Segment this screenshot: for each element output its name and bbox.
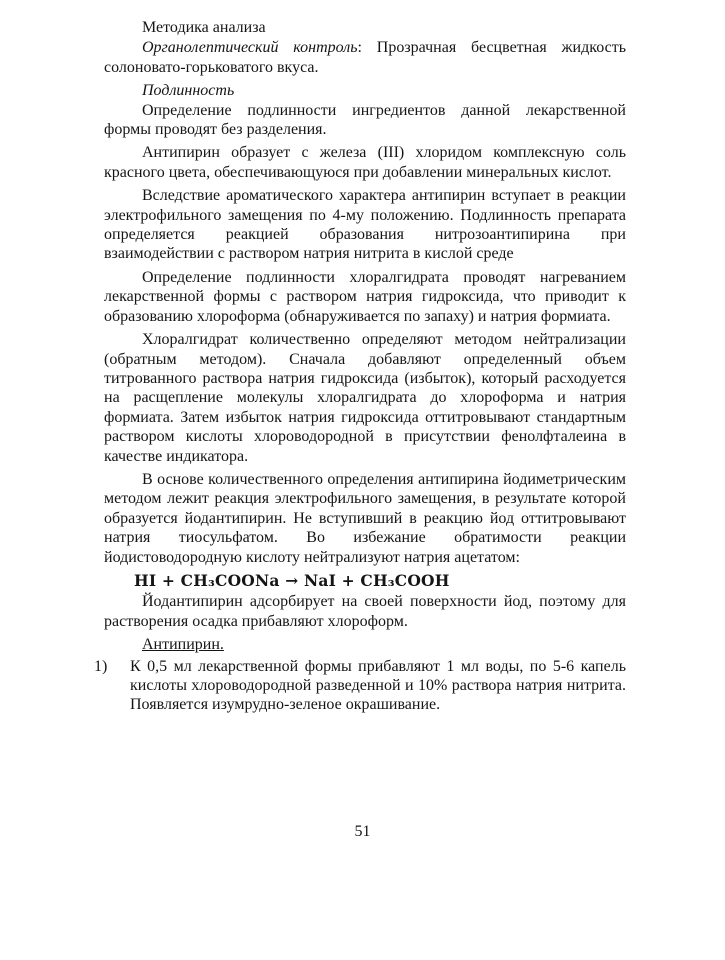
list-item-number: 1): [94, 657, 108, 675]
organoleptic-paragraph: [104, 38, 626, 77]
page-number: 51: [354, 823, 371, 840]
paragraph: Определение подлинности ингредиентов данной лекарственной формы проводят без разделения.: [104, 101, 626, 139]
paragraph: Антипирин образует с железа (III) хлоридом комплексную соль красного цвета, обеспечивающуюся при добавлении минеральных кислот.: [104, 144, 626, 181]
organoleptic-text: : Прозрачная бесцветная жидкость солоновато-горьковатого вкуса.: [104, 39, 627, 76]
paragraph: Определение подлинности хлоралгидрата проводят нагреванием лекарственной формы с раствором натрия гидроксида, что приводит к образованию хлороформа (обнаруживается по запаху) и натрия формиата.: [104, 268, 626, 325]
list-item-text: К 0,5 мл лекарственной формы прибавляют 1 мл воды, по 5-6 капель кислоты хлороводородной разведенной и 10% раствора натрия нитрита. Появляется изумрудно-зеленое окрашивание.: [130, 657, 626, 714]
authenticity-heading: Подлинность: [142, 82, 235, 100]
paragraph: Йодантипирин адсорбирует на своей поверхности йод, поэтому для растворения осадка прибавляют хлороформ.: [104, 593, 626, 630]
document-page: [94, 18, 627, 715]
subsection-heading: Антипирин.: [142, 636, 224, 654]
paragraph: В основе количественного определения антипирина йодиметрическим методом лежит реакция электрофильного замещения, в результате которой образуется йодантипирин. Не вступивший в реакцию йод оттитровывают натрия тиосульфатом. Во избежание обратимости реакции йодистоводородную кислоту нейтрализуют натрия ацетатом:: [104, 470, 626, 566]
list-item: [94, 657, 626, 715]
paragraph: Вследствие ароматического характера антипирин вступает в реакции электрофильного замещения по 4-му положению. Подлинность препарата определяется реакцией образования нитрозоантипирина при взаимодействии с раствором натрия нитрита в кислой среде: [104, 187, 626, 263]
reaction-equation: HI + CH₃COONa → NaI + CH₃COOH: [134, 570, 450, 590]
section-heading: Методика анализа: [142, 19, 266, 36]
organoleptic-label: Органолептический контроль: [142, 39, 358, 57]
paragraph: Хлоралгидрат количественно определяют методом нейтрализации (обратным методом). Сначала добавляют определенный объем титрованного раствора натрия гидроксида (избыток), который расходуется на расщепление молекулы хлоралгидрата до хлороформа и натрия формиата. Затем избыток натрия гидроксида оттитровывают стандартным раствором кислоты хлороводородной в присутствии фенолфталеина в качестве индикатора.: [104, 331, 626, 465]
